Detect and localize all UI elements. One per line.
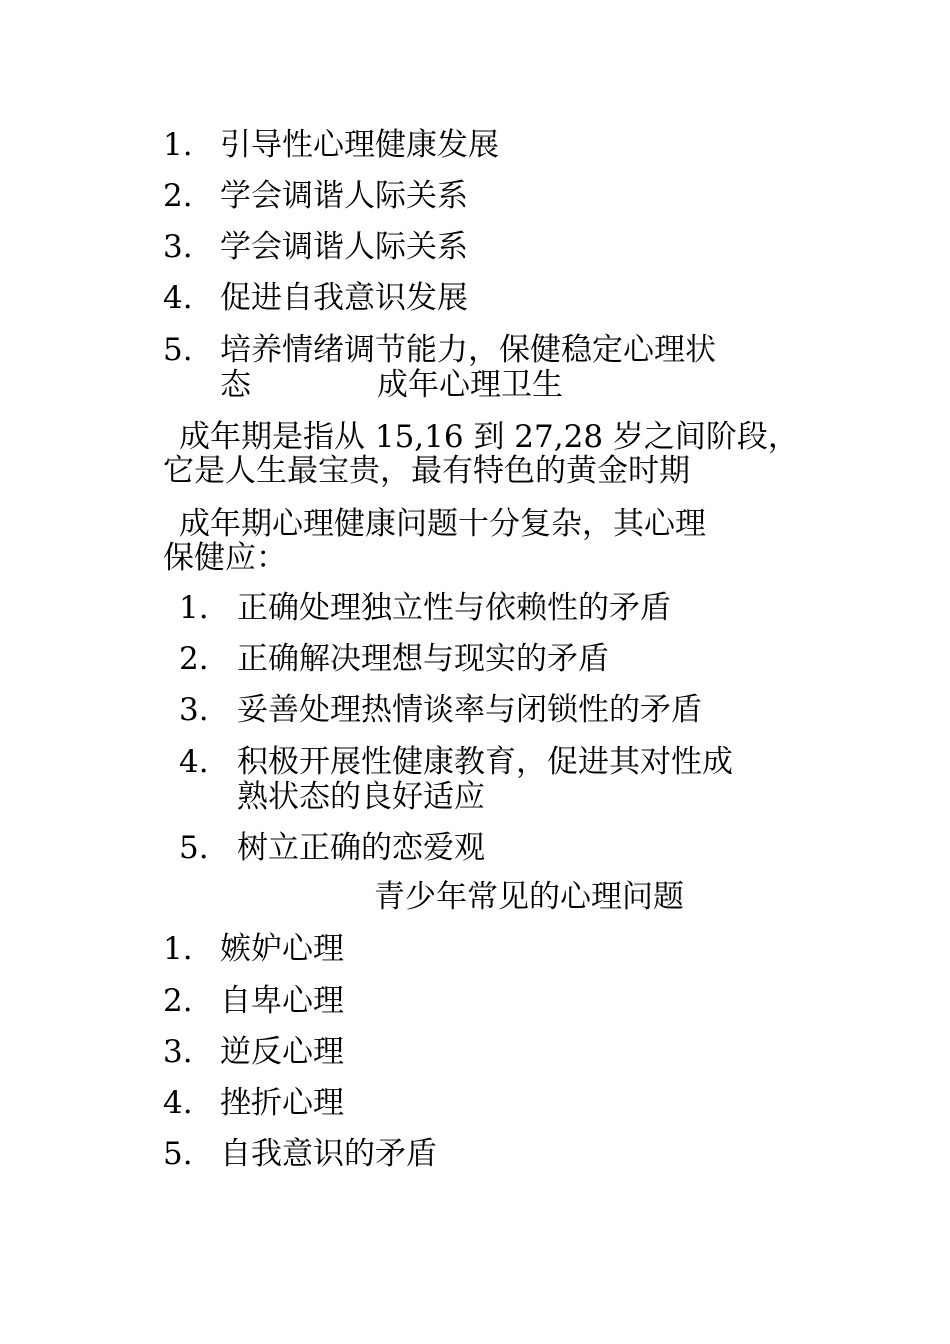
paragraph-adult-health-line-1: 成年期心理健康问题十分复杂，其心理 [179, 506, 706, 542]
list2-item-4-continuation [237, 778, 637, 818]
list-text-continuation: 态 [220, 367, 251, 403]
list-number: 1. [163, 127, 193, 163]
list3-item-5 [163, 1135, 663, 1175]
list-text: 树立正确的恋爱观 [237, 830, 485, 866]
list-text: 自卑心理 [220, 983, 344, 1019]
list-number: 3. [179, 692, 209, 728]
list1-item-3 [163, 228, 763, 268]
section-title-youth: 青少年常见的心理问题 [374, 879, 684, 915]
list1-item-5 [163, 331, 863, 371]
list-number: 3. [163, 229, 193, 265]
list-text: 逆反心理 [220, 1034, 344, 1070]
list-number: 4. [163, 1085, 193, 1121]
list1-item-5-continuation [220, 366, 320, 406]
list2-item-5 [179, 829, 799, 869]
list-text: 正确解决理想与现实的矛盾 [237, 641, 609, 677]
list-number: 2. [163, 178, 193, 214]
list-number: 1. [163, 931, 193, 967]
paragraph-adult-definition-line-1: 成年期是指从 15,16 到 27,28 岁之间阶段， [179, 419, 799, 455]
list-text: 促进自我意识发展 [220, 280, 468, 316]
paragraph-adult-definition-line-2: 它是人生最宝贵，最有特色的黄金时期 [163, 453, 690, 489]
list-number: 4. [179, 744, 209, 780]
list3-item-1 [163, 930, 663, 970]
list3-item-4 [163, 1084, 663, 1124]
list2-item-4 [179, 743, 819, 783]
list3-item-3 [163, 1033, 663, 1073]
list-text: 学会调谐人际关系 [220, 229, 468, 265]
list-text: 积极开展性健康教育，促进其对性成 [237, 744, 733, 780]
list1-item-4 [163, 279, 763, 319]
list-text: 学会调谐人际关系 [220, 178, 468, 214]
list-text: 嫉妒心理 [220, 931, 344, 967]
list-number: 5. [163, 1136, 193, 1172]
list-text: 正确处理独立性与依赖性的矛盾 [237, 590, 671, 626]
paragraph-adult-health-line-2: 保健应： [163, 540, 287, 576]
list-number: 1. [179, 590, 209, 626]
list2-item-3 [179, 691, 799, 731]
section-title-adult: 成年心理卫生 [377, 367, 563, 403]
list-number: 5. [163, 332, 193, 368]
list-text: 自我意识的矛盾 [220, 1136, 437, 1172]
list2-item-2 [179, 640, 799, 680]
list-text: 培养情绪调节能力，保健稳定心理状 [220, 332, 716, 368]
list2-item-1 [179, 589, 799, 629]
list-number: 2. [163, 983, 193, 1019]
list-number: 4. [163, 280, 193, 316]
list1-item-1 [163, 126, 763, 166]
list1-item-2 [163, 177, 763, 217]
list-text: 挫折心理 [220, 1085, 344, 1121]
list-number: 5. [179, 830, 209, 866]
list-text: 引导性心理健康发展 [220, 127, 499, 163]
list-number: 3. [163, 1034, 193, 1070]
list-text: 妥善处理热情谈率与闭锁性的矛盾 [237, 692, 702, 728]
list-number: 2. [179, 641, 209, 677]
list-text-continuation: 熟状态的良好适应 [237, 779, 485, 815]
list3-item-2 [163, 982, 663, 1022]
